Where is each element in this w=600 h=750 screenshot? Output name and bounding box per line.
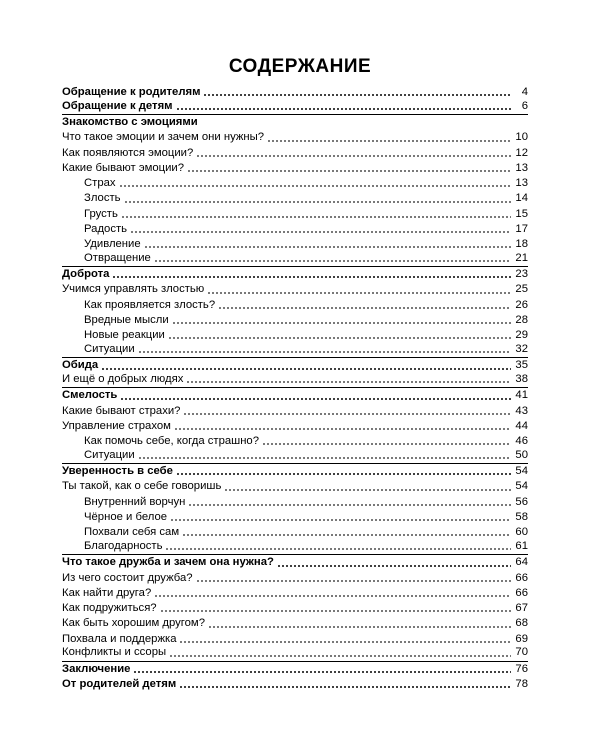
toc-entry-page: 44 <box>515 419 528 432</box>
toc-entry-page: 4 <box>521 86 528 98</box>
toc-entry-label: Благодарность <box>84 540 163 553</box>
toc-entry[interactable] <box>62 267 528 282</box>
toc-entry-page: 66 <box>515 586 528 599</box>
toc-entry-label: Вредные мысли <box>84 313 169 326</box>
dot-leader <box>168 337 511 339</box>
toc-entry-label: Похвала и поддержка <box>62 632 177 645</box>
toc-entry[interactable] <box>62 586 528 601</box>
toc-entry-page: 69 <box>515 632 528 645</box>
toc-entry-page: 14 <box>515 192 528 205</box>
toc-entry-page: 66 <box>515 571 528 584</box>
toc-entry-page: 10 <box>515 131 528 144</box>
toc-entry-label: Обращение к детям <box>62 99 173 112</box>
toc-entry-label: Из чего состоит дружба? <box>62 571 193 584</box>
toc-entry-label: Знакомство с эмоциями <box>62 116 198 129</box>
dot-leader <box>124 201 511 203</box>
toc-entry[interactable] <box>62 510 528 525</box>
dot-leader <box>179 641 511 643</box>
dot-leader <box>112 276 511 278</box>
toc-entry-page: 38 <box>515 373 528 386</box>
toc-entry-label: Доброта <box>62 268 110 281</box>
toc-entry-label: Злость <box>84 192 121 205</box>
toc-entry-page: 23 <box>515 268 528 281</box>
dot-leader <box>154 260 511 262</box>
toc-entry-label: Как подружиться? <box>62 602 157 615</box>
toc-entry-page: 61 <box>515 540 528 553</box>
toc-entry-page: 41 <box>515 389 528 402</box>
toc-entry[interactable] <box>62 662 528 677</box>
dot-leader <box>144 246 511 248</box>
toc-entry-label: Грусть <box>84 207 118 220</box>
dot-leader <box>182 534 511 536</box>
toc-entry[interactable] <box>62 647 528 662</box>
toc-entry-label: Что такое дружба и зачем она нужна? <box>62 556 274 569</box>
toc-entry[interactable] <box>62 161 528 176</box>
toc-entry-page: 46 <box>515 435 528 448</box>
toc-entry-page: 28 <box>515 313 528 326</box>
dot-leader <box>119 185 511 187</box>
dot-leader <box>121 216 511 218</box>
toc-entry-label: Ситуации <box>84 448 135 461</box>
toc-entry-page: 35 <box>515 359 528 372</box>
dot-leader <box>187 170 511 172</box>
dot-leader <box>154 595 511 597</box>
toc-entry-label: Удивление <box>84 238 141 251</box>
toc-entry[interactable] <box>62 176 528 191</box>
toc-entry[interactable] <box>62 419 528 434</box>
toc-entry[interactable] <box>62 495 528 510</box>
toc-entry-label: Отвращение <box>84 251 151 264</box>
toc-entry-page: 58 <box>515 510 528 523</box>
dot-leader <box>120 398 511 400</box>
toc-entry[interactable] <box>62 616 528 631</box>
toc-entry[interactable] <box>62 343 528 358</box>
toc-entry-page: 56 <box>515 495 528 508</box>
toc-entry-label: Конфликты и ссоры <box>62 646 167 659</box>
dot-leader <box>169 655 511 657</box>
toc-entry-label: Учимся управлять злостью <box>62 283 205 296</box>
toc-entry-page: 76 <box>515 662 528 675</box>
toc-entry-label: Новые реакции <box>84 329 165 342</box>
toc-entry-label: Какие бывают страхи? <box>62 404 181 417</box>
toc-entry[interactable] <box>62 479 528 494</box>
dot-leader <box>188 504 511 506</box>
toc-entry-label: Радость <box>84 222 128 235</box>
toc-entry-page: 29 <box>515 329 528 342</box>
dot-leader <box>183 413 511 415</box>
toc-entry-label: Как найти друга? <box>62 586 152 599</box>
toc-entry[interactable] <box>62 540 528 555</box>
toc-entry[interactable] <box>62 555 528 570</box>
toc-entry-label: Что такое эмоции и зачем они нужны? <box>62 131 265 144</box>
toc-entry-page: 54 <box>515 480 528 493</box>
dot-leader <box>138 457 511 459</box>
toc-entry[interactable] <box>62 298 528 313</box>
dot-leader <box>138 351 511 353</box>
table-of-contents <box>62 85 528 692</box>
toc-entry-page: 70 <box>515 646 528 659</box>
dot-leader <box>176 473 511 475</box>
toc-entry-label: От родителей детям <box>62 677 177 690</box>
dot-leader <box>179 686 511 688</box>
toc-entry-label: Ситуации <box>84 343 135 356</box>
toc-entry-page: 60 <box>515 526 528 539</box>
toc-entry[interactable] <box>62 374 528 389</box>
toc-entry-page: 50 <box>515 448 528 461</box>
toc-entry[interactable] <box>62 207 528 222</box>
toc-entry-label: Обращение к родителям <box>62 86 201 98</box>
toc-entry-page: 18 <box>515 238 528 251</box>
toc-entry-page: 21 <box>515 251 528 264</box>
toc-entry[interactable] <box>62 252 528 267</box>
toc-entry-page: 68 <box>515 617 528 630</box>
toc-entry[interactable] <box>62 146 528 161</box>
dot-leader <box>160 610 511 612</box>
toc-entry-label: Как проявляется злость? <box>84 298 216 311</box>
toc-entry-page: 43 <box>515 404 528 417</box>
toc-entry-label: И ещё о добрых людях <box>62 373 184 386</box>
toc-entry-page: 15 <box>515 207 528 220</box>
toc-entry-page: 12 <box>515 146 528 159</box>
toc-entry-page: 78 <box>515 677 528 690</box>
page-title: СОДЕРЖАНИЕ <box>228 56 372 77</box>
toc-entry-page: 13 <box>515 177 528 190</box>
dot-leader <box>176 108 511 110</box>
toc-entry[interactable] <box>62 464 528 479</box>
toc-entry-page: 67 <box>515 602 528 615</box>
toc-entry-page: 64 <box>515 556 528 569</box>
toc-entry-label: Уверенность в себе <box>62 465 173 478</box>
toc-entry[interactable] <box>62 388 528 403</box>
toc-entry-label: Похвали себя сам <box>84 526 180 539</box>
toc-entry[interactable] <box>62 404 528 419</box>
dot-leader <box>172 322 511 324</box>
toc-entry-label: Ты такой, как о себе говоришь <box>62 480 222 493</box>
toc-entry-label: Заключение <box>62 662 131 675</box>
toc-entry-label: Чёрное и белое <box>84 510 168 523</box>
toc-entry-page: 32 <box>515 343 528 356</box>
toc-entry[interactable] <box>62 449 528 464</box>
toc-entry[interactable] <box>62 130 528 145</box>
dot-leader <box>170 519 511 521</box>
toc-entry[interactable] <box>62 100 528 115</box>
dot-leader <box>203 94 511 96</box>
toc-entry-label: Как появляются эмоции? <box>62 146 194 159</box>
dot-leader <box>262 443 511 445</box>
toc-entry[interactable] <box>62 222 528 237</box>
dot-leader <box>224 489 511 491</box>
toc-entry[interactable] <box>62 601 528 616</box>
dot-leader <box>196 580 511 582</box>
toc-entry[interactable] <box>62 115 528 130</box>
dot-leader <box>130 231 511 233</box>
dot-leader <box>267 140 511 142</box>
dot-leader <box>207 292 511 294</box>
toc-entry-page: 6 <box>521 99 528 112</box>
toc-entry[interactable] <box>62 677 528 692</box>
dot-leader <box>174 428 511 430</box>
toc-entry-label: Внутренний ворчун <box>84 495 186 508</box>
toc-entry[interactable] <box>62 191 528 206</box>
toc-entry-page: 17 <box>515 222 528 235</box>
toc-entry-label: Смелость <box>62 389 118 402</box>
dot-leader <box>186 381 511 383</box>
dot-leader <box>277 565 511 567</box>
dot-leader <box>165 548 511 550</box>
toc-entry-label: Страх <box>84 177 116 190</box>
toc-entry-label: Какие бывают эмоции? <box>62 161 185 174</box>
dot-leader <box>218 307 511 309</box>
dot-leader <box>208 626 511 628</box>
toc-entry[interactable] <box>62 571 528 586</box>
toc-entry-label: Как помочь себе, когда страшно? <box>84 435 259 448</box>
toc-entry-label: Как быть хорошим другом? <box>62 617 205 630</box>
toc-entry-page: 13 <box>515 161 528 174</box>
dot-leader <box>196 155 511 157</box>
toc-entry[interactable] <box>62 282 528 297</box>
toc-entry-page: 25 <box>515 283 528 296</box>
dot-leader <box>133 671 511 673</box>
toc-entry-page: 26 <box>515 298 528 311</box>
toc-entry-page: 54 <box>515 465 528 478</box>
toc-entry-label: Обида <box>62 359 99 372</box>
dot-leader <box>101 368 511 370</box>
toc-entry-label: Управление страхом <box>62 419 171 432</box>
toc-entry[interactable] <box>62 313 528 328</box>
